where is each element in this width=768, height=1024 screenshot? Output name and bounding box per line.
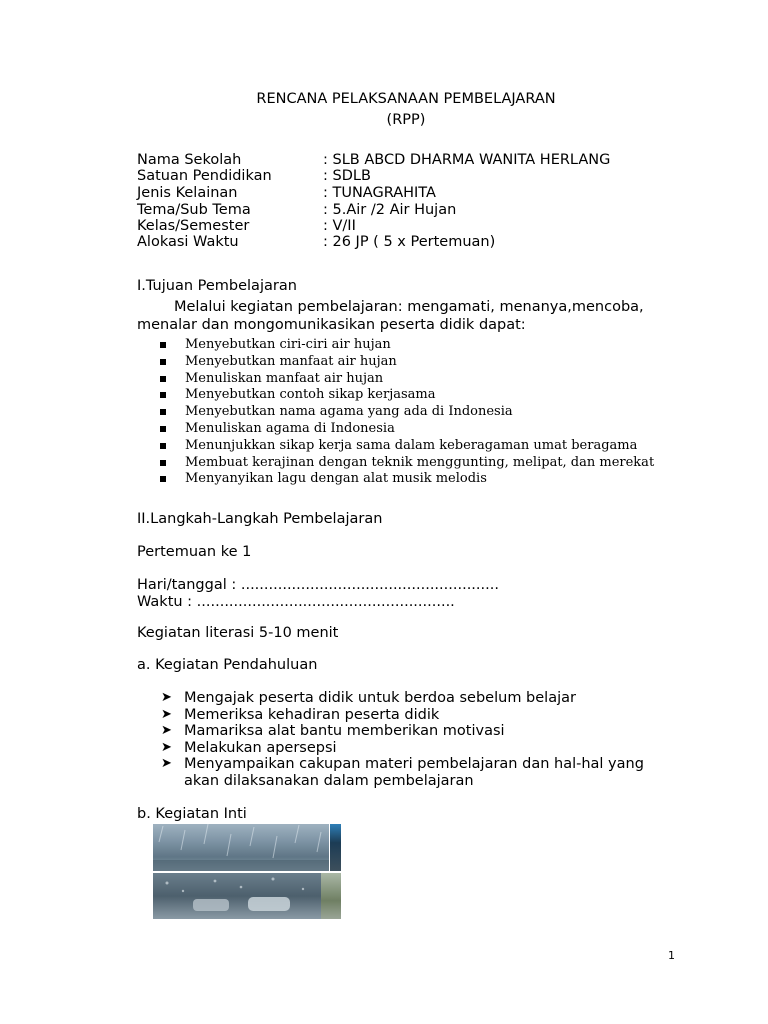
arrowhead-bullet-icon: ➤: [161, 690, 172, 705]
list-item: Membuat kerajinan dengan teknik menggunting, melipat, dan merekat: [160, 455, 654, 472]
info-value: : 26 JP ( 5 x Pertemuan): [323, 234, 496, 250]
square-bullet-icon: [160, 460, 166, 466]
arrowhead-bullet-icon: ➤: [161, 756, 172, 772]
list-item: Menuliskan manfaat air hujan: [160, 371, 654, 388]
info-value: : SLB ABCD DHARMA WANITA HERLANG: [323, 152, 611, 168]
list-item: Menyebutkan manfaat air hujan: [160, 354, 654, 371]
square-bullet-icon: [160, 426, 166, 432]
square-bullet-icon: [160, 443, 166, 449]
section-heading: I.Tujuan Pembelajaran: [137, 278, 297, 294]
time-line: Waktu : ........................................................: [137, 594, 455, 610]
square-bullet-icon: [160, 359, 166, 365]
info-value: : 5.Air /2 Air Hujan: [323, 202, 457, 218]
arrowhead-bullet-icon: ➤: [161, 723, 172, 739]
info-value: : V/II: [323, 218, 356, 234]
doc-subtitle: (RPP): [386, 112, 426, 128]
list-item: ➤ Mamariksa alat bantu memberikan motivasi: [161, 723, 505, 740]
square-bullet-icon: [160, 409, 166, 415]
list-item: Menyanyikan lagu dengan alat musik melodis: [160, 471, 654, 488]
rain-photo: [321, 873, 341, 919]
list-item-continuation: akan dilaksanakan dalam pembelajaran: [184, 772, 474, 789]
arrowhead-bullet-icon: ➤: [161, 739, 172, 755]
intro-paragraph-line: menalar dan mongomunikasikan peserta didik dapat:: [137, 317, 526, 333]
info-label: Nama Sekolah: [137, 152, 242, 168]
literacy-text: Kegiatan literasi 5-10 menit: [137, 625, 339, 641]
arrowhead-bullet-icon: ➤: [161, 706, 172, 722]
list-item: Menuliskan agama di Indonesia: [160, 421, 654, 438]
list-item: Menyebutkan ciri-ciri air hujan: [160, 337, 654, 354]
subsection-heading: a. Kegiatan Pendahuluan: [137, 657, 318, 673]
page-number: 1: [668, 949, 675, 962]
objectives-list: [160, 337, 654, 488]
list-item: ➤ Melakukan apersepsi: [161, 739, 337, 756]
info-label: Alokasi Waktu: [137, 234, 239, 250]
info-label: Kelas/Semester: [137, 218, 250, 234]
list-item: ➤ Mengajak peserta didik untuk berdoa sebelum belajar: [161, 690, 576, 706]
doc-title: RENCANA PELAKSANAAN PEMBELAJARAN: [256, 91, 556, 107]
rain-photo: [153, 824, 329, 871]
date-line: Hari/tanggal : ........................................................: [137, 577, 499, 593]
subsection-heading: b. Kegiatan Inti: [137, 806, 247, 822]
rain-photo: [153, 873, 321, 919]
square-bullet-icon: [160, 342, 166, 348]
square-bullet-icon: [160, 392, 166, 398]
meeting-label: Pertemuan ke 1: [137, 544, 252, 560]
square-bullet-icon: [160, 476, 166, 482]
info-label: Tema/Sub Tema: [137, 202, 251, 218]
list-item: Menunjukkan sikap kerja sama dalam keberagaman umat beragama: [160, 438, 654, 455]
square-bullet-icon: [160, 376, 166, 382]
list-item: ➤ Memeriksa kehadiran peserta didik: [161, 706, 440, 723]
info-value: : TUNAGRAHITA: [323, 185, 436, 201]
rain-photo: [330, 824, 341, 871]
section-heading: II.Langkah-Langkah Pembelajaran: [137, 511, 383, 527]
list-item: ➤ Menyampaikan cakupan materi pembelajaran dan hal-hal yang: [161, 756, 644, 773]
intro-steps-list: [161, 690, 644, 790]
intro-paragraph-line: Melalui kegiatan pembelajaran: mengamati, menanya,mencoba,: [174, 299, 644, 315]
list-item: Menyebutkan nama agama yang ada di Indonesia: [160, 404, 654, 421]
info-label: Jenis Kelainan: [137, 185, 238, 201]
list-item: Menyebutkan contoh sikap kerjasama: [160, 387, 654, 404]
info-value: : SDLB: [323, 168, 371, 184]
info-label: Satuan Pendidikan: [137, 168, 272, 184]
